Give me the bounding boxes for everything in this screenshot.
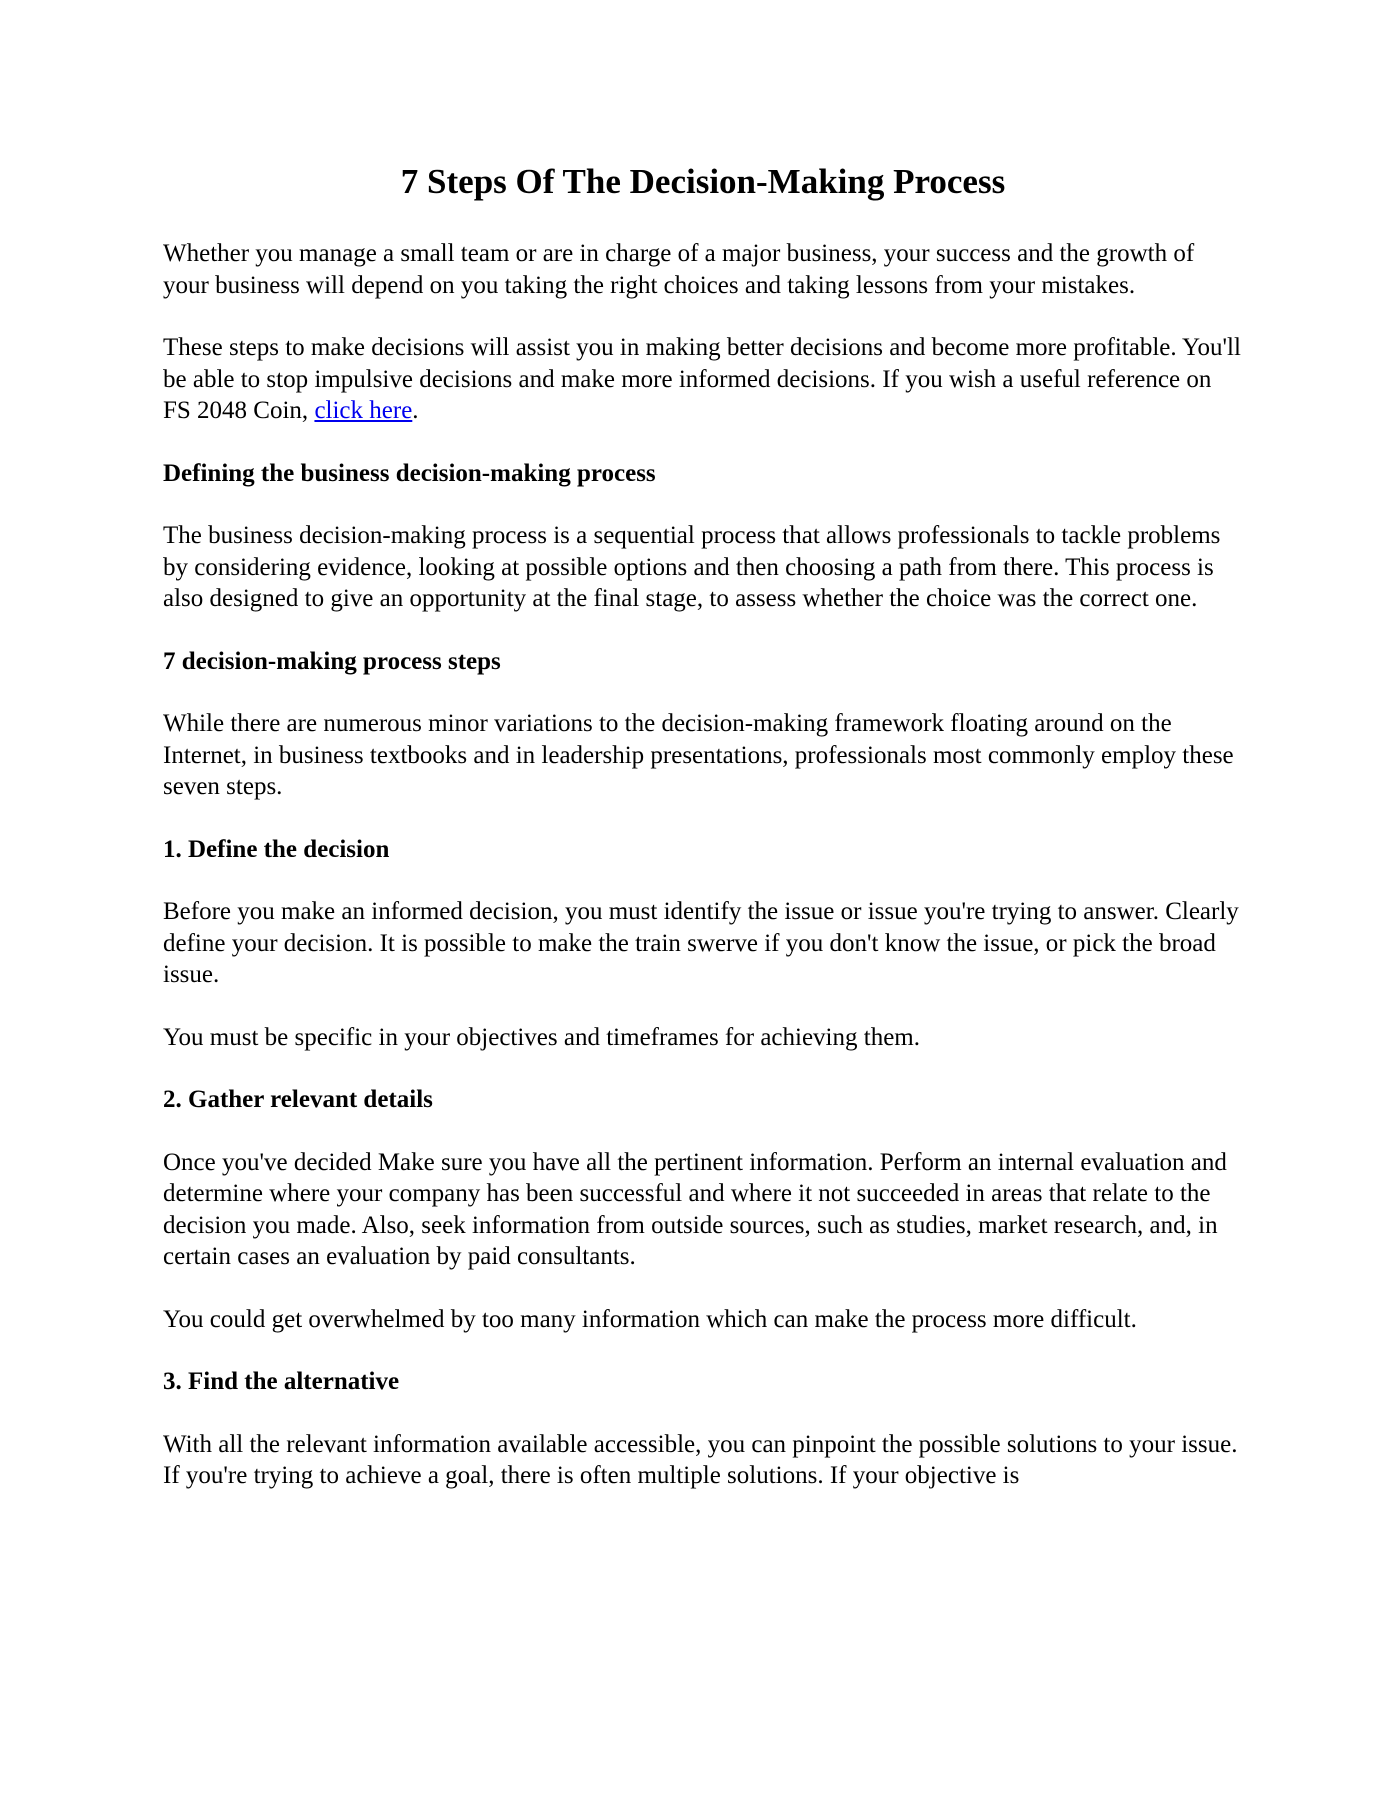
steps-intro-paragraph: While there are numerous minor variations to the decision-making framework floating around on the Internet, in business textbooks and in leadership presentations, professionals most commonly employ these seven steps. xyxy=(163,710,1234,800)
click-here-link[interactable]: click here xyxy=(314,397,413,424)
document-body xyxy=(163,160,1243,1523)
step-1-heading: 1. Define the decision xyxy=(163,835,390,863)
step-3-paragraph-1: With all the relevant information available accessible, you can pinpoint the possible solutions to your issue. If you're trying to achieve a goal, there is often multiple solutions. If your objective is xyxy=(163,1430,1238,1489)
section-heading-steps: 7 decision-making process steps xyxy=(163,647,501,675)
step-2-heading: 2. Gather relevant details xyxy=(163,1086,433,1113)
step-1-paragraph-2: You must be specific in your objectives and timeframes for achieving them. xyxy=(163,1023,920,1051)
step-2-paragraph-2: You could get overwhelmed by too many information which can make the process more difficult. xyxy=(163,1305,1137,1333)
step-3-heading: 3. Find the alternative xyxy=(163,1368,400,1395)
defining-paragraph: The business decision-making process is a sequential process that allows professionals to tackle problems by considering evidence, looking at possible options and then choosing a path from there. This process is also designed to give an opportunity at the final stage, to assess whether the choice was the correct one. xyxy=(163,522,1221,612)
intro-paragraph-2-end: . xyxy=(412,397,419,424)
section-heading-defining: Defining the business decision-making process xyxy=(163,459,656,487)
intro-paragraph-2 xyxy=(163,332,1243,427)
step-1-paragraph-1: Before you make an informed decision, you must identify the issue or issue you're trying to answer. Clearly define your decision. It is possible to make the train swerve if you don't know the issue, or pick the broad issue. xyxy=(163,898,1239,988)
step-2-paragraph-1: Once you've decided Make sure you have all the pertinent information. Perform an internal evaluation and determine where your company has been successful and where it not succeeded in areas that relate to the decision you made. Also, seek information from outside sources, such as studies, market research, and, in certain cases an evaluation by paid consultants. xyxy=(163,1148,1227,1270)
intro-paragraph-2-text: These steps to make decisions will assist you in making better decisions and become more profitable. You'll be able to stop impulsive decisions and make more informed decisions. If you wish a useful reference on FS 2048 Coin, xyxy=(163,334,1241,424)
intro-paragraph-1: Whether you manage a small team or are in charge of a major business, your success and the growth of your business will depend on you taking the right choices and taking lessons from your mistakes. xyxy=(163,240,1195,299)
document-title: 7 Steps Of The Decision-Making Process xyxy=(400,162,1006,201)
